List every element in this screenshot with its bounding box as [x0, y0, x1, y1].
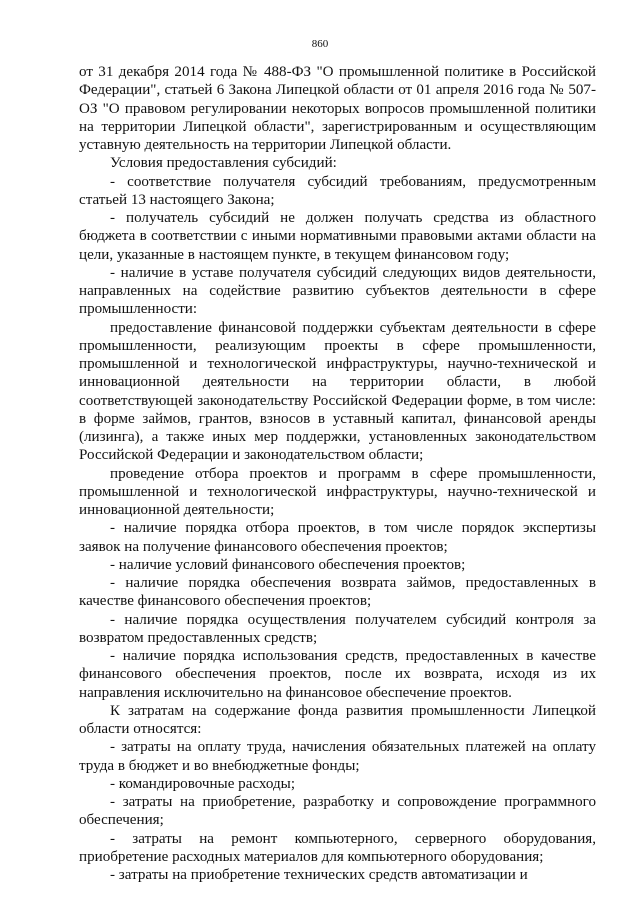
paragraph-return-control: - наличие порядка осуществления получателем субсидий контроля за возвратом предоставленных средств; [79, 611, 596, 646]
paragraph-fund-costs-heading: К затратам на содержание фонда развития промышленности Липецкой области относятся: [79, 702, 596, 737]
paragraph-condition-charter-activities: - наличие в уставе получателя субсидий следующих видов деятельности, направленных на содействие развитию субъектов деятельности в сфере промышленности: [79, 264, 596, 318]
page-number: 860 [311, 38, 329, 50]
paragraph-condition-no-other-funds: - получатель субсидий не должен получать средства из областного бюджета в соответствии с иными нормативными правовыми актами области на цели, указанные в настоящем пункте, в текущем финансовом году; [79, 210, 596, 263]
paragraph-cost-automation-equipment: - затраты на приобретение технических средств автоматизации и [110, 867, 528, 883]
paragraph-financing-terms: - наличие условий финансового обеспечения проектов; [110, 556, 466, 573]
paragraph-cost-software: - затраты на приобретение, разработку и сопровождение программного обеспечения; [79, 794, 596, 829]
paragraph-loan-return-procedure: - наличие порядка обеспечения возврата займов, предоставленных в качестве финансового обеспечения проектов; [79, 575, 596, 610]
paragraph-project-selection: проведение отбора проектов и программ в сфере промышленности, промышленной и технологической инфраструктуры, научно-технической и инновационной деятельности; [79, 465, 596, 518]
paragraph-continuation: от 31 декабря 2014 года № 488-ФЗ "О промышленной политике в Российской Федерации", статьей 6 Закона Липецкой области от 01 апреля 2016 года № 507-ОЗ "О правовом регулировании некоторых вопросов промышленной политики на территории Липецкой области", зарегистрированным и осуществляющим уставную деятельность на территории Липецкой области. [79, 64, 596, 153]
paragraph-cost-travel: - командировочные расходы; [110, 775, 296, 792]
document-body [79, 63, 596, 884]
paragraph-selection-procedure: - наличие порядка отбора проектов, в том числе порядок экспертизы заявок на получение финансового обеспечения проектов; [79, 520, 596, 555]
paragraph-subsidy-conditions-heading: Условия предоставления субсидий: [110, 155, 337, 172]
paragraph-funds-use-procedure: - наличие порядка использования средств, предоставленных в качестве финансового обеспечения проектов, после их возврата, исходя из их направления исключительно на финансовое обеспечение проектов. [79, 648, 596, 701]
paragraph-financial-support: предоставление финансовой поддержки субъектам деятельности в сфере промышленности, реализующим проекты в сфере промышленности, промышленной и технологической инфраструктуры, научно-технической и инновационной деятельности на территории области, в любой соответствующей законодательству Российской Федерации форме, в том числе: в форме займов, грантов, взносов в уставный капитал, финансовой аренды (лизинга), а также иных мер поддержки, установленных законодательством Российской Федерации и законодательством области; [79, 319, 596, 464]
paragraph-cost-labor: - затраты на оплату труда, начисления обязательных платежей на оплату труда в бюджет и во внебюджетные фонды; [79, 739, 596, 774]
paragraph-cost-computer-repair: - затраты на ремонт компьютерного, серверного оборудования, приобретение расходных материалов для компьютерного оборудования; [79, 830, 596, 865]
paragraph-condition-compliance: - соответствие получателя субсидий требованиям, предусмотренным статьей 13 настоящего Закона; [79, 173, 596, 208]
